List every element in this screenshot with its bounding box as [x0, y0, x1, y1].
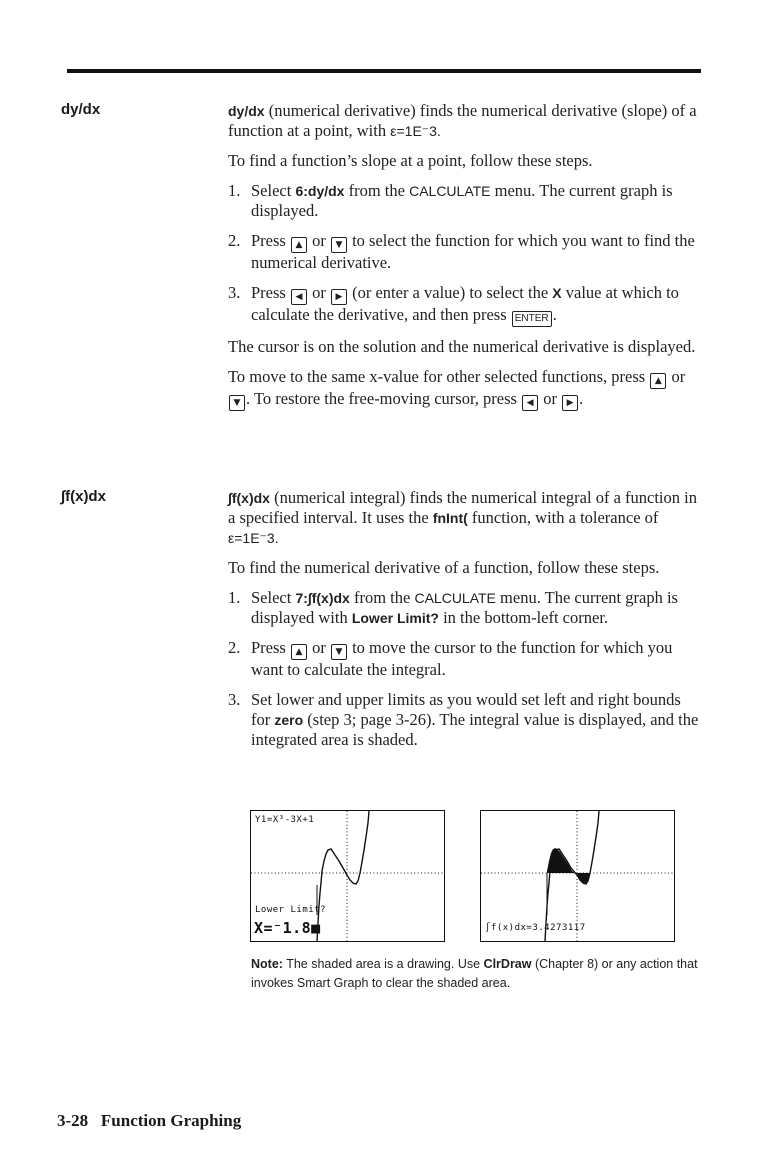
integral-step-1: 1. Select 7:∫f(x)dx from the CALCULATE menu. The current graph is displayed with Lower Limit? in the bottom-left corner.	[228, 588, 678, 627]
dydx-step-2: 2. Press ▲ or ▼ to select the function for which you want to find the numerical derivative.	[228, 231, 695, 272]
integral-step-2: 2. Press ▲ or ▼ to move the cursor to the function for which you want to calculate the integral.	[228, 638, 673, 679]
screen-lower-limit	[250, 810, 445, 942]
dydx-para1: To find a function’s slope at a point, follow these steps.	[228, 151, 593, 170]
cubic-curve	[317, 811, 369, 941]
lower-limit-prompt: Lower Limit?	[255, 905, 327, 915]
shaded-integral-area	[547, 848, 590, 884]
section-integral	[228, 488, 700, 760]
dydx-para2: The cursor is on the solution and the numerical derivative is displayed.	[228, 337, 696, 356]
down-arrow-key-icon: ▼	[229, 395, 245, 411]
page-footer	[57, 1111, 241, 1131]
up-arrow-key-icon: ▲	[291, 644, 307, 660]
dydx-intro: dy/dx (numerical derivative) finds the numerical derivative (slope) of a function at a point, with ε=1E⁻3.	[228, 101, 697, 140]
graph-plot-2	[481, 811, 674, 941]
integral-step-3: 3. Set lower and upper limits as you would set left and right bounds for zero (step 3; page 3-26). The integral value is displayed, and the integrated area is shaded.	[228, 690, 699, 749]
integral-result-readout: ∫f(x)dx=3.4273117	[485, 923, 586, 933]
top-rule	[67, 69, 701, 73]
up-arrow-key-icon: ▲	[291, 237, 307, 253]
integral-para1: To find the numerical derivative of a function, follow these steps.	[228, 558, 660, 577]
down-arrow-key-icon: ▼	[331, 644, 347, 660]
left-arrow-key-icon: ◀	[522, 395, 538, 411]
integral-intro: ∫f(x)dx (numerical integral) finds the numerical integral of a function in a specified interval. It uses the fnInt( function, with a tolerance of ε=1E⁻3.	[228, 488, 697, 546]
down-arrow-key-icon: ▼	[331, 237, 347, 253]
left-arrow-key-icon: ◀	[291, 289, 307, 305]
dydx-step-1: 1. Select 6:dy/dx from the CALCULATE menu. The current graph is displayed.	[228, 181, 673, 220]
chapter-title: Function Graphing	[100, 1111, 242, 1130]
right-arrow-key-icon: ▶	[562, 395, 578, 411]
section-dydx	[228, 101, 700, 421]
dydx-para3: To move to the same x-value for other selected functions, press ▲ or ▼ . To restore the free-moving cursor, press ◀ or ▶ .	[228, 367, 700, 411]
integral-steps	[228, 588, 700, 750]
function-label: Y1=X³-3X+1	[255, 815, 315, 825]
x-value-readout: X=⁻1.8■	[254, 919, 321, 937]
up-arrow-key-icon: ▲	[650, 373, 666, 389]
term-dydx: dy/dx	[61, 101, 101, 118]
enter-key-icon: ENTER	[512, 311, 552, 327]
page-number: 3-28	[57, 1111, 89, 1130]
note: Note: The shaded area is a drawing. Use ClrDraw (Chapter 8) or any action that invokes Smart Graph to clear the shaded area.	[251, 957, 698, 990]
cubic-curve	[545, 811, 599, 941]
right-arrow-key-icon: ▶	[331, 289, 347, 305]
screen-integral-result	[480, 810, 675, 942]
calculator-screens	[250, 810, 674, 942]
dydx-steps	[228, 181, 700, 327]
dydx-step-3: 3. Press ◀ or ▶ (or enter a value) to select the X value at which to calculate the derivative, and then press ENTER .	[228, 283, 700, 327]
term-integral: ∫f(x)dx	[61, 488, 106, 505]
